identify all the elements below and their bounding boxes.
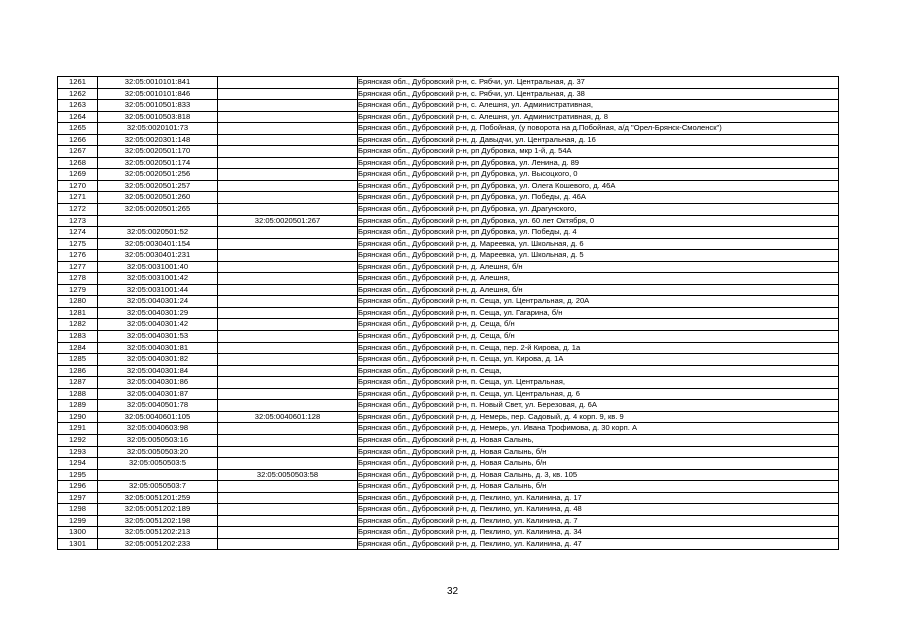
table-row xyxy=(58,377,839,389)
address-cell: Брянская обл., Дубровский р-н, д. Мареевка, ул. Школьная, д. 6 xyxy=(358,238,839,250)
cadastral-number-cell: 32:05:0051202:233 xyxy=(98,538,218,550)
cadastral-number-cell: 32:05:0020501:257 xyxy=(98,180,218,192)
address-cell: Брянская обл., Дубровский р-н, д. Новая Салынь, д. 3, кв. 105 xyxy=(358,469,839,481)
address-cell: Брянская обл., Дубровский р-н, рп Дубровка, ул. Ленина, д. 89 xyxy=(358,157,839,169)
table-row xyxy=(58,469,839,481)
secondary-cadastral-number-cell xyxy=(218,123,358,135)
table-row xyxy=(58,157,839,169)
address-cell: Брянская обл., Дубровский р-н, д. Новая Салынь, б/н xyxy=(358,481,839,493)
cadastral-number-cell: 32:05:0040301:42 xyxy=(98,319,218,331)
cadastral-number-cell: 32:05:0040301:29 xyxy=(98,307,218,319)
table-row xyxy=(58,88,839,100)
row-number-cell: 1262 xyxy=(58,88,98,100)
cadastral-number-cell: 32:05:0010101:846 xyxy=(98,88,218,100)
address-cell: Брянская обл., Дубровский р-н, п. Сеща, ул. Центральная, д. 20А xyxy=(358,296,839,308)
secondary-cadastral-number-cell xyxy=(218,273,358,285)
address-cell: Брянская обл., Дубровский р-н, рп Дубровка, ул. Драгунского, xyxy=(358,204,839,216)
row-number-cell: 1298 xyxy=(58,504,98,516)
cadastral-number-cell: 32:05:0051202:198 xyxy=(98,515,218,527)
secondary-cadastral-number-cell xyxy=(218,100,358,112)
table-row xyxy=(58,423,839,435)
cadastral-number-cell: 32:05:0051202:189 xyxy=(98,504,218,516)
cadastral-number-cell: 32:05:0040301:53 xyxy=(98,331,218,343)
cadastral-number-cell: 32:05:0020101:73 xyxy=(98,123,218,135)
cadastral-number-cell: 32:05:0030401:231 xyxy=(98,250,218,262)
table-row xyxy=(58,100,839,112)
secondary-cadastral-number-cell xyxy=(218,77,358,89)
secondary-cadastral-number-cell xyxy=(218,296,358,308)
row-number-cell: 1275 xyxy=(58,238,98,250)
cadastral-number-cell: 32:05:0040301:84 xyxy=(98,365,218,377)
row-number-cell: 1272 xyxy=(58,204,98,216)
row-number-cell: 1265 xyxy=(58,123,98,135)
cadastral-number-cell: 32:05:0050503:16 xyxy=(98,434,218,446)
cadastral-number-cell: 32:05:0020301:148 xyxy=(98,134,218,146)
cadastral-number-cell: 32:05:0010503:818 xyxy=(98,111,218,123)
cadastral-number-cell: 32:05:0010101:841 xyxy=(98,77,218,89)
table-row xyxy=(58,261,839,273)
address-cell: Брянская обл., Дубровский р-н, с. Рябчи, ул. Центральная, д. 38 xyxy=(358,88,839,100)
table-row xyxy=(58,411,839,423)
secondary-cadastral-number-cell xyxy=(218,157,358,169)
address-cell: Брянская обл., Дубровский р-н, д. Пеклино, ул. Калинина, д. 47 xyxy=(358,538,839,550)
row-number-cell: 1270 xyxy=(58,180,98,192)
row-number-cell: 1274 xyxy=(58,227,98,239)
table-row xyxy=(58,538,839,550)
address-cell: Брянская обл., Дубровский р-н, п. Сеща, пер. 2-й Кирова, д. 1а xyxy=(358,342,839,354)
table-row xyxy=(58,273,839,285)
secondary-cadastral-number-cell xyxy=(218,111,358,123)
row-number-cell: 1279 xyxy=(58,284,98,296)
secondary-cadastral-number-cell xyxy=(218,388,358,400)
address-cell: Брянская обл., Дубровский р-н, п. Сеща, xyxy=(358,365,839,377)
table-row xyxy=(58,388,839,400)
table-row xyxy=(58,284,839,296)
cadastral-number-cell: 32:05:0051202:213 xyxy=(98,527,218,539)
row-number-cell: 1263 xyxy=(58,100,98,112)
address-cell: Брянская обл., Дубровский р-н, д. Пеклино, ул. Калинина, д. 17 xyxy=(358,492,839,504)
secondary-cadastral-number-cell xyxy=(218,146,358,158)
row-number-cell: 1294 xyxy=(58,458,98,470)
table-row xyxy=(58,111,839,123)
secondary-cadastral-number-cell xyxy=(218,88,358,100)
address-cell: Брянская обл., Дубровский р-н, д. Сеща, б/н xyxy=(358,319,839,331)
secondary-cadastral-number-cell xyxy=(218,538,358,550)
address-cell: Брянская обл., Дубровский р-н, д. Немерь, ул. Ивана Трофимова, д. 30 корп. А xyxy=(358,423,839,435)
table-row xyxy=(58,296,839,308)
cadastral-number-cell: 32:05:0031001:42 xyxy=(98,273,218,285)
secondary-cadastral-number-cell xyxy=(218,342,358,354)
row-number-cell: 1300 xyxy=(58,527,98,539)
row-number-cell: 1281 xyxy=(58,307,98,319)
address-cell: Брянская обл., Дубровский р-н, д. Новая Салынь, б/н xyxy=(358,446,839,458)
row-number-cell: 1283 xyxy=(58,331,98,343)
secondary-cadastral-number-cell xyxy=(218,319,358,331)
table-row xyxy=(58,146,839,158)
table-row xyxy=(58,400,839,412)
address-cell: Брянская обл., Дубровский р-н, д. Пеклино, ул. Калинина, д. 34 xyxy=(358,527,839,539)
cadastral-number-cell: 32:05:0040301:24 xyxy=(98,296,218,308)
secondary-cadastral-number-cell xyxy=(218,261,358,273)
table-row xyxy=(58,238,839,250)
cadastral-number-cell: 32:05:0020501:260 xyxy=(98,192,218,204)
row-number-cell: 1268 xyxy=(58,157,98,169)
table-row xyxy=(58,215,839,227)
address-cell: Брянская обл., Дубровский р-н, д. Алешня, б/н xyxy=(358,261,839,273)
cadastral-number-cell: 32:05:0040603:98 xyxy=(98,423,218,435)
registry-table xyxy=(57,76,839,550)
cadastral-number-cell: 32:05:0031001:44 xyxy=(98,284,218,296)
table-row xyxy=(58,434,839,446)
row-number-cell: 1293 xyxy=(58,446,98,458)
page-number: 32 xyxy=(446,586,459,597)
table-row xyxy=(58,527,839,539)
table-row xyxy=(58,515,839,527)
row-number-cell: 1289 xyxy=(58,400,98,412)
secondary-cadastral-number-cell xyxy=(218,169,358,181)
row-number-cell: 1269 xyxy=(58,169,98,181)
address-cell: Брянская обл., Дубровский р-н, рп Дубровка, ул. Высоцкого, 0 xyxy=(358,169,839,181)
registry-table-body xyxy=(58,77,839,550)
address-cell: Брянская обл., Дубровский р-н, д. Пеклино, ул. Калинина, д. 48 xyxy=(358,504,839,516)
cadastral-number-cell: 32:05:0020501:174 xyxy=(98,157,218,169)
row-number-cell: 1266 xyxy=(58,134,98,146)
address-cell: Брянская обл., Дубровский р-н, п. Сеща, ул. Центральная, д. 6 xyxy=(358,388,839,400)
table-row xyxy=(58,192,839,204)
secondary-cadastral-number-cell xyxy=(218,481,358,493)
address-cell: Брянская обл., Дубровский р-н, с. Рябчи, ул. Центральная, д. 37 xyxy=(358,77,839,89)
secondary-cadastral-number-cell xyxy=(218,331,358,343)
secondary-cadastral-number-cell xyxy=(218,365,358,377)
row-number-cell: 1284 xyxy=(58,342,98,354)
row-number-cell: 1285 xyxy=(58,354,98,366)
row-number-cell: 1299 xyxy=(58,515,98,527)
table-row xyxy=(58,504,839,516)
secondary-cadastral-number-cell xyxy=(218,180,358,192)
cadastral-number-cell: 32:05:0040301:86 xyxy=(98,377,218,389)
address-cell: Брянская обл., Дубровский р-н, рп Дубровка, ул. Олега Кошевого, д. 46А xyxy=(358,180,839,192)
secondary-cadastral-number-cell xyxy=(218,227,358,239)
secondary-cadastral-number-cell xyxy=(218,192,358,204)
table-row xyxy=(58,227,839,239)
row-number-cell: 1290 xyxy=(58,411,98,423)
secondary-cadastral-number-cell: 32:05:0050503:58 xyxy=(218,469,358,481)
cadastral-number-cell: 32:05:0040301:81 xyxy=(98,342,218,354)
table-row xyxy=(58,481,839,493)
secondary-cadastral-number-cell xyxy=(218,204,358,216)
secondary-cadastral-number-cell xyxy=(218,284,358,296)
cadastral-number-cell: 32:05:0020501:170 xyxy=(98,146,218,158)
cadastral-number-cell: 32:05:0010501:833 xyxy=(98,100,218,112)
cadastral-number-cell: 32:05:0050503:7 xyxy=(98,481,218,493)
address-cell: Брянская обл., Дубровский р-н, п. Сеща, ул. Гагарина, б/н xyxy=(358,307,839,319)
secondary-cadastral-number-cell xyxy=(218,250,358,262)
address-cell: Брянская обл., Дубровский р-н, рп Дубровка, ул. Победы, д. 46А xyxy=(358,192,839,204)
address-cell: Брянская обл., Дубровский р-н, д. Алешня, б/н xyxy=(358,284,839,296)
table-row xyxy=(58,331,839,343)
address-cell: Брянская обл., Дубровский р-н, д. Сеща, б/н xyxy=(358,331,839,343)
row-number-cell: 1277 xyxy=(58,261,98,273)
row-number-cell: 1271 xyxy=(58,192,98,204)
secondary-cadastral-number-cell xyxy=(218,504,358,516)
table-row xyxy=(58,492,839,504)
cadastral-number-cell: 32:05:0020501:265 xyxy=(98,204,218,216)
table-row xyxy=(58,250,839,262)
secondary-cadastral-number-cell xyxy=(218,527,358,539)
table-row xyxy=(58,307,839,319)
row-number-cell: 1280 xyxy=(58,296,98,308)
cadastral-number-cell: 32:05:0040301:82 xyxy=(98,354,218,366)
row-number-cell: 1286 xyxy=(58,365,98,377)
row-number-cell: 1301 xyxy=(58,538,98,550)
secondary-cadastral-number-cell: 32:05:0020501:267 xyxy=(218,215,358,227)
row-number-cell: 1278 xyxy=(58,273,98,285)
secondary-cadastral-number-cell xyxy=(218,423,358,435)
row-number-cell: 1276 xyxy=(58,250,98,262)
cadastral-number-cell: 32:05:0050503:5 xyxy=(98,458,218,470)
address-cell: Брянская обл., Дубровский р-н, п. Сеща, ул. Центральная, xyxy=(358,377,839,389)
address-cell: Брянская обл., Дубровский р-н, рп Дубровка, мкр 1-й, д. 54А xyxy=(358,146,839,158)
secondary-cadastral-number-cell xyxy=(218,400,358,412)
address-cell: Брянская обл., Дубровский р-н, с. Алешня, ул. Административная, xyxy=(358,100,839,112)
secondary-cadastral-number-cell xyxy=(218,354,358,366)
address-cell: Брянская обл., Дубровский р-н, с. Алешня, ул. Административная, д. 8 xyxy=(358,111,839,123)
cadastral-number-cell: 32:05:0020501:256 xyxy=(98,169,218,181)
cadastral-number-cell: 32:05:0040601:105 xyxy=(98,411,218,423)
row-number-cell: 1296 xyxy=(58,481,98,493)
row-number-cell: 1282 xyxy=(58,319,98,331)
address-cell: Брянская обл., Дубровский р-н, д. Новая Салынь, xyxy=(358,434,839,446)
row-number-cell: 1297 xyxy=(58,492,98,504)
row-number-cell: 1295 xyxy=(58,469,98,481)
row-number-cell: 1287 xyxy=(58,377,98,389)
cadastral-number-cell xyxy=(98,215,218,227)
table-row xyxy=(58,458,839,470)
address-cell: Брянская обл., Дубровский р-н, д. Новая Салынь, б/н xyxy=(358,458,839,470)
secondary-cadastral-number-cell xyxy=(218,446,358,458)
table-row xyxy=(58,77,839,89)
cadastral-number-cell: 32:05:0020501:52 xyxy=(98,227,218,239)
address-cell: Брянская обл., Дубровский р-н, рп Дубровка, ул. 60 лет Октября, 0 xyxy=(358,215,839,227)
secondary-cadastral-number-cell xyxy=(218,434,358,446)
table-row xyxy=(58,180,839,192)
cadastral-number-cell xyxy=(98,469,218,481)
row-number-cell: 1261 xyxy=(58,77,98,89)
table-row xyxy=(58,319,839,331)
row-number-cell: 1267 xyxy=(58,146,98,158)
table-row xyxy=(58,204,839,216)
row-number-cell: 1291 xyxy=(58,423,98,435)
row-number-cell: 1273 xyxy=(58,215,98,227)
address-cell: Брянская обл., Дубровский р-н, д. Алешня, xyxy=(358,273,839,285)
secondary-cadastral-number-cell xyxy=(218,238,358,250)
address-cell: Брянская обл., Дубровский р-н, д. Побойная, (у поворота на д.Побойная, а/д "Орел-Брянск-Смоленск") xyxy=(358,123,839,135)
secondary-cadastral-number-cell xyxy=(218,377,358,389)
row-number-cell: 1288 xyxy=(58,388,98,400)
secondary-cadastral-number-cell xyxy=(218,134,358,146)
row-number-cell: 1292 xyxy=(58,434,98,446)
address-cell: Брянская обл., Дубровский р-н, п. Новый Свет, ул. Березовая, д. 6А xyxy=(358,400,839,412)
address-cell: Брянская обл., Дубровский р-н, д. Немерь, пер. Садовый, д. 4 корп. 9, кв. 9 xyxy=(358,411,839,423)
address-cell: Брянская обл., Дубровский р-н, рп Дубровка, ул. Победы, д. 4 xyxy=(358,227,839,239)
secondary-cadastral-number-cell xyxy=(218,492,358,504)
cadastral-number-cell: 32:05:0050503:20 xyxy=(98,446,218,458)
cadastral-number-cell: 32:05:0040301:87 xyxy=(98,388,218,400)
cadastral-number-cell: 32:05:0051201:259 xyxy=(98,492,218,504)
table-row xyxy=(58,123,839,135)
cadastral-number-cell: 32:05:0030401:154 xyxy=(98,238,218,250)
secondary-cadastral-number-cell xyxy=(218,458,358,470)
table-row xyxy=(58,169,839,181)
table-row xyxy=(58,134,839,146)
secondary-cadastral-number-cell xyxy=(218,515,358,527)
address-cell: Брянская обл., Дубровский р-н, д. Пеклино, ул. Калинина, д. 7 xyxy=(358,515,839,527)
secondary-cadastral-number-cell: 32:05:0040601:128 xyxy=(218,411,358,423)
cadastral-number-cell: 32:05:0031001:40 xyxy=(98,261,218,273)
table-row xyxy=(58,354,839,366)
address-cell: Брянская обл., Дубровский р-н, д. Мареевка, ул. Школьная, д. 5 xyxy=(358,250,839,262)
address-cell: Брянская обл., Дубровский р-н, п. Сеща, ул. Кирова, д. 1А xyxy=(358,354,839,366)
table-row xyxy=(58,446,839,458)
table-row xyxy=(58,365,839,377)
address-cell: Брянская обл., Дубровский р-н, д. Давыдчи, ул. Центральная, д. 16 xyxy=(358,134,839,146)
table-row xyxy=(58,342,839,354)
cadastral-number-cell: 32:05:0040501:78 xyxy=(98,400,218,412)
row-number-cell: 1264 xyxy=(58,111,98,123)
secondary-cadastral-number-cell xyxy=(218,307,358,319)
